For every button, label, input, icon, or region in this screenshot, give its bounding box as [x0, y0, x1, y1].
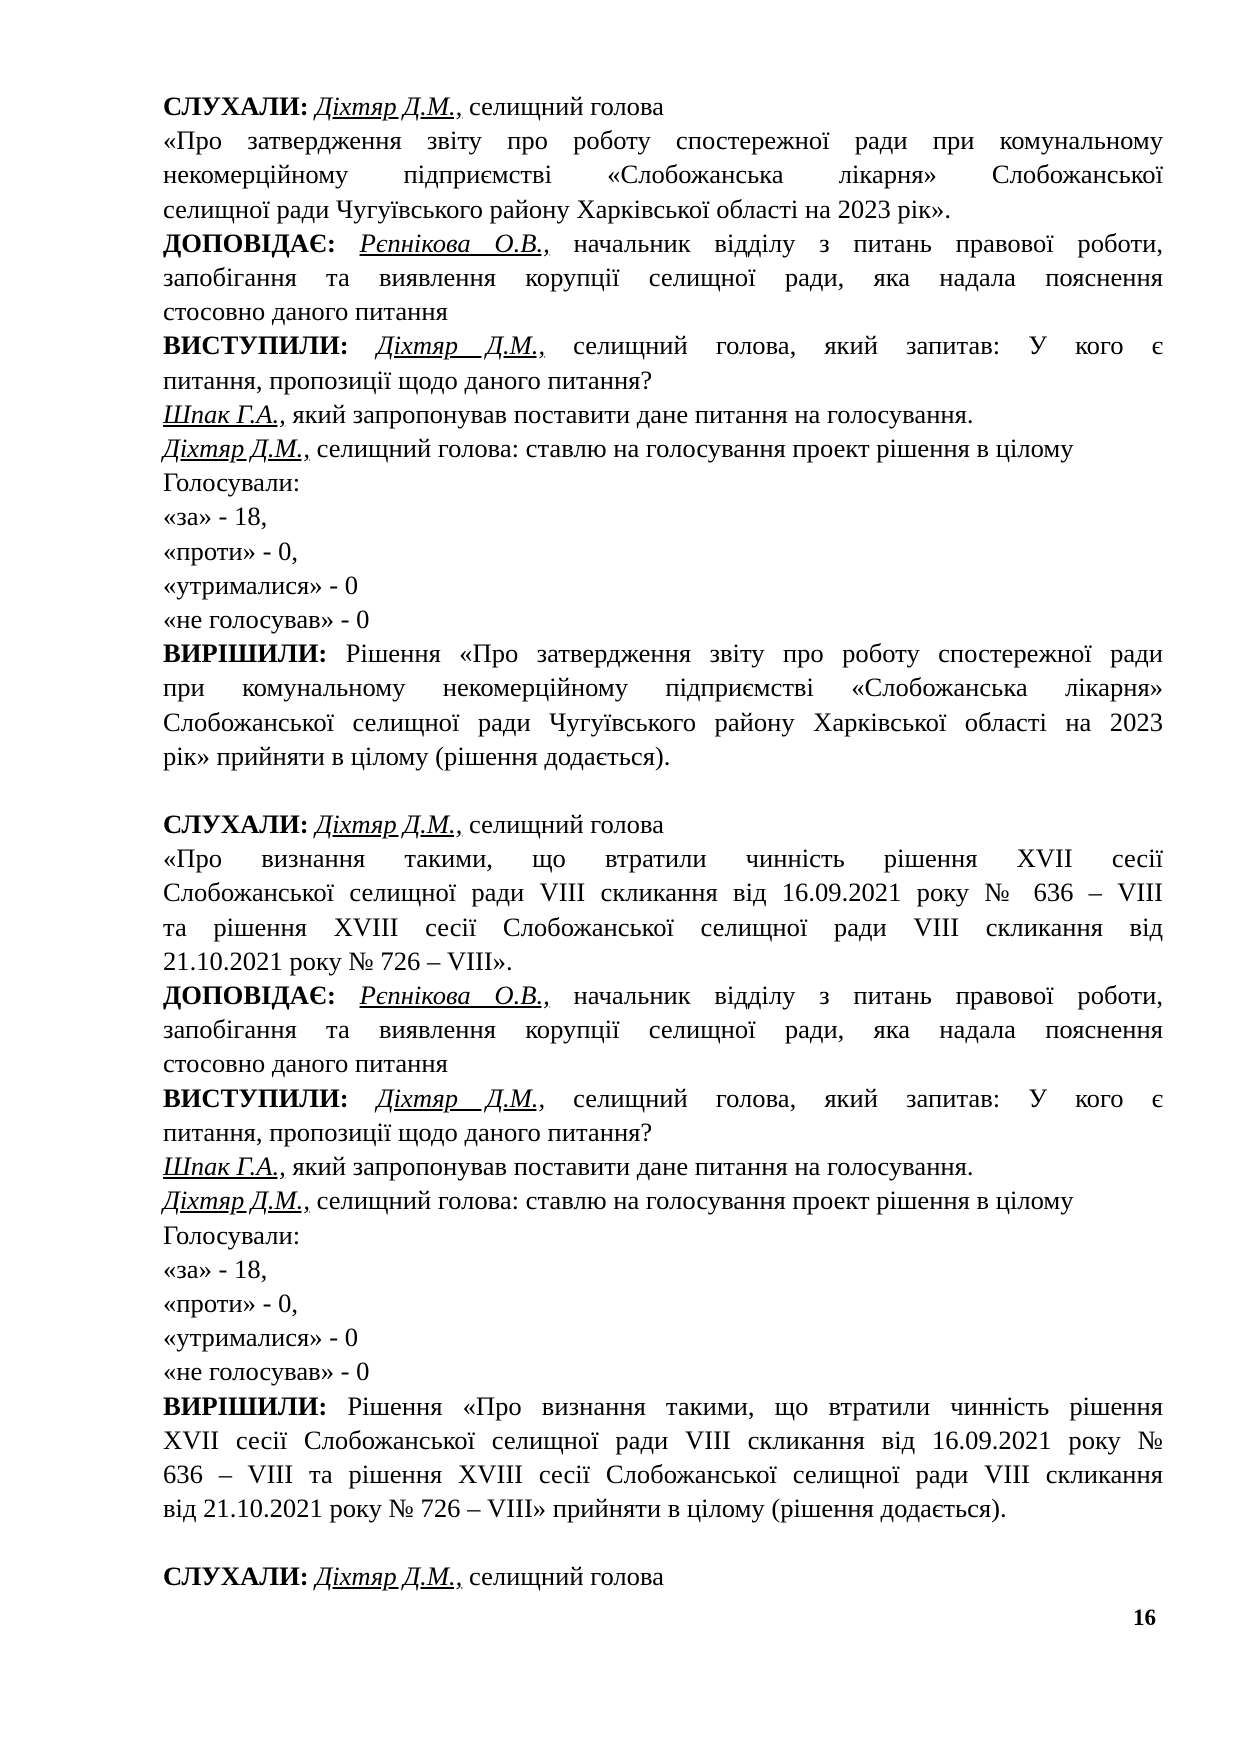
vote-for: «за» - 18,	[163, 1253, 268, 1284]
decided-line: рік» прийняти в цілому (рішення додається).	[163, 740, 671, 771]
reported-line: запобігання та виявлення корупції селищної ради, яка надала пояснення	[163, 262, 1163, 293]
reporter-name: Рєпнікова О.В.,	[359, 980, 550, 1011]
vote-not-voted: «не голосував» - 0	[163, 604, 370, 635]
speaker-name: Діхтяр Д.М.,	[163, 1185, 310, 1216]
reporter-name: Рєпнікова О.В.,	[359, 227, 550, 258]
spoke-label: ВИСТУПИЛИ:	[163, 330, 349, 361]
speaker-name: Діхтяр Д.М.,	[315, 1561, 463, 1592]
vote-abstained: «утрималися» - 0	[163, 1322, 359, 1353]
reported-label: ДОПОВІДАЄ:	[163, 980, 336, 1011]
item-title-line: та рішення XVIII сесії Слобожанської селищної ради VIII скликання від	[163, 911, 1163, 942]
heard-label: СЛУХАЛИ:	[163, 1561, 309, 1592]
decision-text: Рішення «Про затвердження звіту про роботу спостережної ради	[327, 638, 1163, 669]
decided-line	[163, 1389, 1163, 1423]
decided-line: при комунальному некомерційному підприємстві «Слобожанська лікарня»	[163, 672, 1163, 703]
decided-line: від 21.10.2021 року № 726 – VIII» прийняти в цілому (рішення додається).	[163, 1493, 1007, 1524]
heard-line	[163, 89, 1163, 123]
section-gap	[163, 773, 1163, 807]
speaker-name: Діхтяр Д.М.,	[376, 1082, 546, 1113]
heard-line	[163, 807, 1163, 841]
speaker-title: селищний голова	[468, 91, 664, 121]
vote-for: «за» - 18,	[163, 501, 268, 532]
speaker-title: селищний голова	[468, 809, 664, 840]
voted-label: Голосували:	[163, 1219, 301, 1250]
decided-label: ВИРІШИЛИ:	[163, 1390, 328, 1421]
spoke-line: питання, пропозиції щодо даного питання?	[163, 1116, 653, 1147]
proposal-line: Шпак Г.А., який запропонував поставити дане питання на голосування.	[163, 398, 974, 429]
decision-text: Рішення «Про визнання такими, що втратили чинність рішення	[327, 1390, 1163, 1421]
spoke-label: ВИСТУПИЛИ:	[163, 1082, 349, 1113]
spoke-text: селищний голова, який запитав: У кого є	[545, 330, 1163, 361]
reporter-text: начальник відділу з питань правової роботи,	[549, 227, 1163, 258]
spoke-line	[163, 1081, 1163, 1115]
speaker-name: Діхтяр Д.М.,	[376, 330, 546, 361]
section-gap	[163, 1525, 1163, 1559]
reported-line: стосовно даного питання	[163, 296, 448, 327]
put-to-vote-line: Діхтяр Д.М., селищний голова: ставлю на голосування проект рішення в цілому	[163, 1185, 1074, 1216]
reported-line	[163, 978, 1163, 1012]
item-title-line: «Про визнання такими, що втратили чинність рішення XVII сесії	[163, 843, 1163, 874]
reported-line: запобігання та виявлення корупції селищної ради, яка надала пояснення	[163, 1014, 1163, 1045]
speaker-name: Діхтяр Д.М.,	[163, 433, 310, 464]
spoke-text: селищний голова, який запитав: У кого є	[545, 1082, 1163, 1113]
vote-not-voted: «не голосував» - 0	[163, 1356, 370, 1387]
reported-line: стосовно даного питання	[163, 1048, 448, 1079]
heard-line	[163, 1559, 1163, 1593]
heard-label: СЛУХАЛИ:	[163, 91, 309, 121]
speaker-name: Діхтяр Д.М.,	[315, 91, 463, 121]
item-title-line: Слобожанської селищної ради VIII скликання від 16.09.2021 року № 636 – VIII	[163, 877, 1163, 908]
voted-label: Голосували:	[163, 467, 301, 498]
reported-label: ДОПОВІДАЄ:	[163, 227, 336, 258]
proposer-name: Шпак Г.А.,	[163, 1151, 286, 1182]
decided-line: 636 – VIII та рішення XVIII сесії Слобожанської селищної ради VIII скликання	[163, 1458, 1163, 1489]
put-to-vote-line: Діхтяр Д.М., селищний голова: ставлю на голосування проект рішення в цілому	[163, 433, 1074, 464]
item-title-line: некомерційному підприємстві «Слобожанська лікарня» Слобожанської	[163, 159, 1163, 190]
decided-line	[163, 636, 1163, 670]
spoke-line: питання, пропозиції щодо даного питання?	[163, 364, 653, 395]
decided-line: Слобожанської селищної ради Чугуївського району Харківської області на 2023	[163, 706, 1163, 737]
item-title-line: 21.10.2021 року № 726 – VIII».	[163, 945, 513, 976]
document-page	[163, 89, 1163, 1594]
decided-line: XVII сесії Слобожанської селищної ради VIII скликання від 16.09.2021 року №	[163, 1424, 1163, 1455]
proposer-name: Шпак Г.А.,	[163, 398, 286, 429]
speaker-name: Діхтяр Д.М.,	[315, 809, 463, 840]
reporter-text: начальник відділу з питань правової роботи,	[549, 980, 1163, 1011]
vote-against: «проти» - 0,	[163, 535, 299, 566]
page-number: 16	[1133, 1605, 1156, 1630]
proposal-line: Шпак Г.А., який запропонував поставити дане питання на голосування.	[163, 1151, 974, 1182]
spoke-line	[163, 328, 1163, 362]
reported-line	[163, 226, 1163, 260]
speaker-title: селищний голова	[468, 1561, 664, 1592]
heard-label: СЛУХАЛИ:	[163, 809, 309, 840]
decided-label: ВИРІШИЛИ:	[163, 638, 328, 669]
item-title-line: «Про затвердження звіту про роботу спостережної ради при комунальному	[163, 125, 1163, 156]
vote-against: «проти» - 0,	[163, 1287, 299, 1318]
vote-abstained: «утрималися» - 0	[163, 569, 359, 600]
item-title-line: селищної ради Чугуївського району Харківської області на 2023 рік».	[163, 193, 951, 224]
